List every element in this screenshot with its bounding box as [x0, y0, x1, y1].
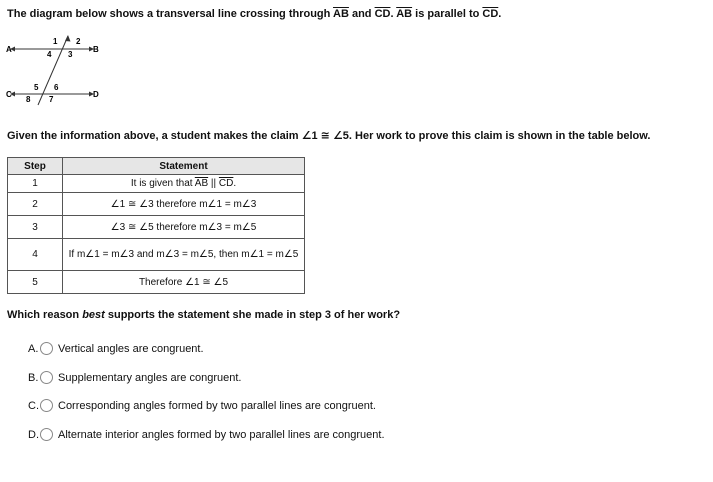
table-row	[8, 239, 305, 271]
statement-cell: If m∠1 = m∠3 and m∠3 = m∠5, then m∠1 = m∠5	[63, 239, 305, 271]
choice-label: Supplementary angles are congruent.	[58, 371, 242, 384]
table-row	[8, 216, 305, 239]
choice-label: Corresponding angles formed by two parallel lines are congruent.	[58, 399, 376, 412]
claim-text: Given the information above, a student makes the claim ∠1 ≅ ∠5. Her work to prove this claim is shown in the table below.	[7, 130, 651, 142]
label-angle-2: 2	[76, 37, 81, 46]
label-angle-6: 6	[54, 83, 59, 92]
label-angle-3: 3	[68, 50, 73, 59]
choice-letter: A.	[28, 342, 39, 355]
statement-part: It is given that	[130, 178, 195, 189]
statement-cell: ∠3 ≅ ∠5 therefore m∠3 = m∠5	[63, 216, 305, 239]
step-cell: 5	[8, 271, 63, 294]
proof-table	[7, 157, 305, 294]
choice-label: Alternate interior angles formed by two parallel lines are congruent.	[58, 428, 385, 441]
table-header-row	[8, 158, 305, 175]
label-angle-1: 1	[53, 37, 58, 46]
intro-part: is parallel to	[412, 8, 483, 20]
label-c: C	[6, 90, 12, 99]
choice-d[interactable]	[28, 428, 385, 441]
statement-cell	[63, 175, 305, 193]
segment-cd: $\overline{CD}$	[218, 178, 234, 189]
label-b: B	[93, 45, 99, 54]
choice-a[interactable]	[28, 342, 204, 355]
label-angle-4: 4	[47, 50, 52, 59]
step-cell: 1	[8, 175, 63, 193]
table-row	[8, 193, 305, 216]
radio-button[interactable]	[40, 428, 53, 441]
question-part: supports the statement she made in step 3 of her work?	[104, 309, 401, 321]
intro-text	[7, 8, 501, 20]
label-angle-5: 5	[34, 83, 39, 92]
intro-part: and	[348, 8, 375, 20]
choice-c[interactable]	[28, 399, 376, 412]
transversal-diagram	[6, 34, 106, 106]
intro-part: The diagram below shows a transversal line crossing through	[7, 8, 334, 20]
question-part: Which reason	[7, 309, 83, 321]
choice-label: Vertical angles are congruent.	[58, 342, 204, 355]
intro-part: .	[498, 8, 502, 20]
segment-ab: $\overline{AB}$	[333, 8, 349, 20]
choice-letter: B.	[28, 371, 39, 384]
question-emphasis: best	[82, 309, 105, 321]
header-step: Step	[8, 158, 63, 175]
header-statement: Statement	[63, 158, 305, 175]
step-cell: 4	[8, 239, 63, 271]
radio-button[interactable]	[40, 371, 53, 384]
label-angle-7: 7	[49, 95, 54, 104]
statement-part: .	[233, 178, 237, 189]
label-d: D	[93, 90, 99, 99]
table-row	[8, 175, 305, 193]
statement-cell: ∠1 ≅ ∠3 therefore m∠1 = m∠3	[63, 193, 305, 216]
step-cell: 3	[8, 216, 63, 239]
label-angle-8: 8	[26, 95, 31, 104]
statement-part: ||	[208, 178, 219, 189]
radio-button[interactable]	[40, 399, 53, 412]
choice-letter: D.	[28, 428, 39, 441]
segment-cd: $\overline{CD}$	[482, 8, 499, 20]
question-text	[7, 309, 400, 321]
intro-part: .	[390, 8, 397, 20]
step-cell: 2	[8, 193, 63, 216]
segment-ab: $\overline{AB}$	[194, 178, 209, 189]
choice-letter: C.	[28, 399, 39, 412]
segment-ab: $\overline{AB}$	[396, 8, 413, 20]
choice-b[interactable]	[28, 371, 241, 384]
table-row	[8, 271, 305, 294]
label-a: A	[6, 45, 12, 54]
segment-cd: $\overline{CD}$	[374, 8, 391, 20]
statement-cell: Therefore ∠1 ≅ ∠5	[63, 271, 305, 294]
radio-button[interactable]	[40, 342, 53, 355]
arrow-transversal-icon	[65, 35, 71, 42]
